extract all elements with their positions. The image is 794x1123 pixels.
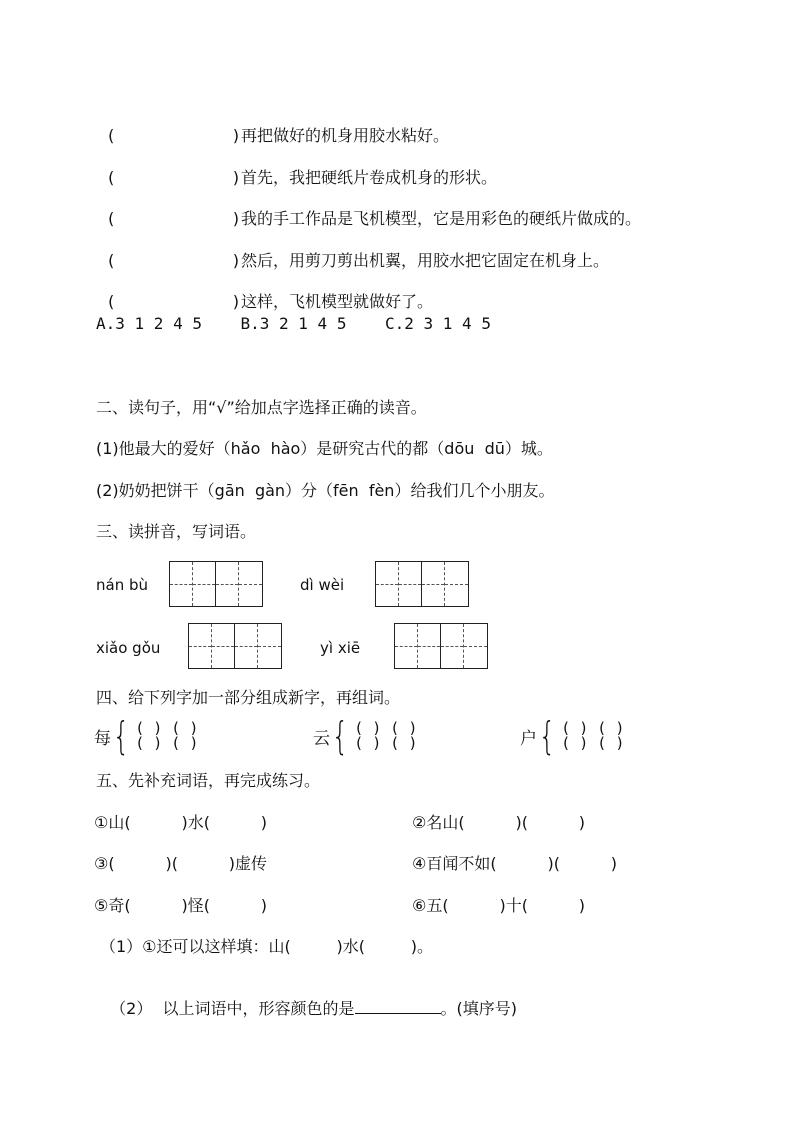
idiom-item[interactable]: ②名山( )( ) bbox=[412, 813, 586, 832]
order-paren[interactable]: ( ) bbox=[106, 251, 242, 270]
order-text: 首先，我把硬纸片卷成机身的形状。 bbox=[241, 168, 498, 187]
section2-q2: (2)奶奶把饼干（gān gàn）分（fēn fèn）给我们几个小朋友。 bbox=[96, 481, 555, 500]
order-paren[interactable]: ( ) bbox=[106, 126, 242, 145]
pinyin-label: xiǎo gǒu bbox=[96, 639, 161, 657]
order-paren[interactable]: ( ) bbox=[106, 168, 242, 187]
order-item-5 bbox=[96, 272, 433, 312]
order-item-4 bbox=[96, 231, 609, 271]
blank-row[interactable]: ( ) ( ) bbox=[354, 719, 418, 737]
order-item-3 bbox=[96, 189, 641, 229]
base-char: 云 bbox=[313, 728, 330, 749]
brace-icon: { bbox=[538, 714, 556, 758]
order-text: 我的手工作品是飞机模型，它是用彩色的硬纸片做成的。 bbox=[241, 209, 642, 228]
writing-grid[interactable] bbox=[188, 623, 282, 669]
section4-title: 四、给下列字加一部分组成新字，再组词。 bbox=[96, 688, 401, 707]
brace-icon: { bbox=[331, 714, 349, 758]
idiom-item[interactable]: ⑤奇( )怪( ) bbox=[94, 896, 268, 915]
brace-group bbox=[520, 714, 625, 758]
section5-title: 五、先补充词语，再完成练习。 bbox=[96, 771, 321, 790]
sub2-prompt: （2） 以上词语中，形容颜色的是 bbox=[110, 999, 355, 1018]
order-item-2 bbox=[96, 148, 497, 188]
idiom-item[interactable]: ③( )( )虚传 bbox=[94, 854, 268, 873]
order-text: 这样，飞机模型就做好了。 bbox=[241, 292, 434, 311]
pinyin-label: yì xiē bbox=[320, 639, 361, 657]
brace-group bbox=[94, 714, 199, 758]
order-paren[interactable]: ( ) bbox=[106, 209, 242, 228]
brace-group bbox=[313, 714, 418, 758]
brace-icon: { bbox=[112, 714, 130, 758]
pinyin-label: nán bù bbox=[96, 576, 149, 594]
order-text: 然后，用剪刀剪出机翼，用胶水把它固定在机身上。 bbox=[241, 251, 610, 270]
writing-grid[interactable] bbox=[169, 561, 263, 607]
writing-grid[interactable] bbox=[394, 623, 488, 669]
blank-row[interactable]: ( ) ( ) bbox=[135, 734, 199, 752]
order-item-1 bbox=[96, 106, 449, 146]
section5-sub1[interactable]: （1）①还可以这样填：山( )水( )。 bbox=[100, 937, 434, 956]
order-text: 再把做好的机身用胶水粘好。 bbox=[241, 126, 450, 145]
answer-blank[interactable] bbox=[355, 999, 441, 1014]
blank-row[interactable]: ( ) ( ) bbox=[354, 734, 418, 752]
base-char: 户 bbox=[520, 728, 537, 749]
idiom-item[interactable]: ①山( )水( ) bbox=[94, 813, 268, 832]
section3-title: 三、读拼音，写词语。 bbox=[96, 522, 257, 541]
order-options: A.3 1 2 4 5 B.3 2 1 4 5 C.2 3 1 4 5 bbox=[96, 314, 491, 333]
section2-title: 二、读句子，用“√”给加点字选择正确的读音。 bbox=[96, 398, 427, 417]
order-paren[interactable]: ( ) bbox=[106, 292, 242, 311]
idiom-item[interactable]: ⑥五( )十( ) bbox=[412, 896, 586, 915]
blank-row[interactable]: ( ) ( ) bbox=[561, 734, 625, 752]
writing-grid[interactable] bbox=[375, 561, 469, 607]
section2-q1: (1)他最大的爱好（hǎo hào）是研究古代的都（dōu dū）城。 bbox=[96, 439, 553, 458]
section5-sub2 bbox=[100, 979, 517, 1019]
idiom-item[interactable]: ④百闻不如( )( ) bbox=[412, 854, 618, 873]
blank-row[interactable]: ( ) ( ) bbox=[135, 719, 199, 737]
pinyin-label: dì wèi bbox=[300, 576, 345, 594]
base-char: 每 bbox=[94, 728, 111, 749]
blank-row[interactable]: ( ) ( ) bbox=[561, 719, 625, 737]
sub2-note: 。(填序号) bbox=[440, 999, 518, 1018]
